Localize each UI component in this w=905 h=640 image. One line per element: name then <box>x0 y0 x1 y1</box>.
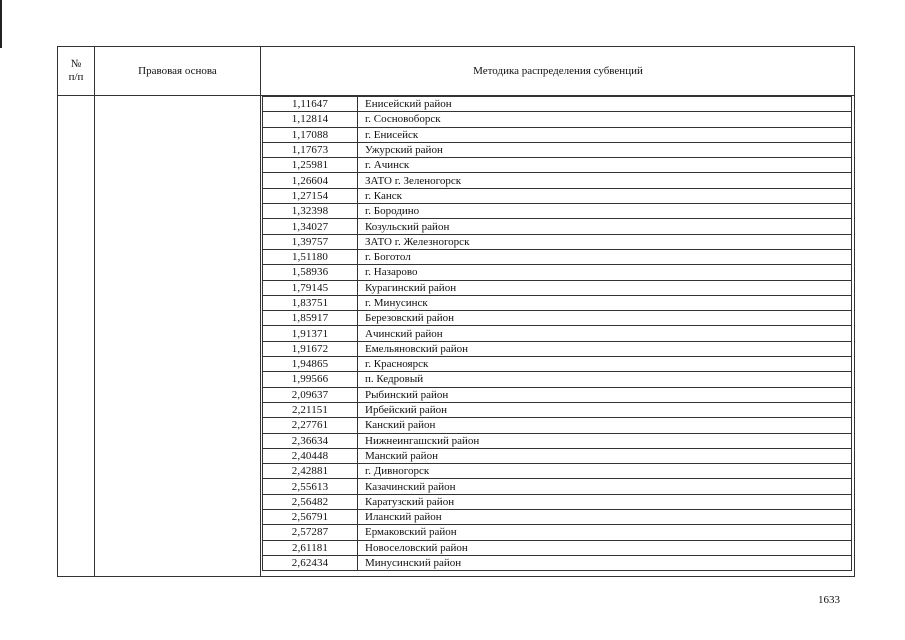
coefficient-cell: 2,61181 <box>263 540 358 555</box>
table-row <box>263 448 852 463</box>
coefficient-cell: 1,83751 <box>263 295 358 310</box>
coefficient-cell: 1,25981 <box>263 158 358 173</box>
table-row <box>263 494 852 509</box>
table-row <box>263 158 852 173</box>
territory-name-cell: г. Енисейск <box>358 127 852 142</box>
page-number: 1633 <box>818 594 840 606</box>
coefficient-cell: 1,12814 <box>263 112 358 127</box>
header-method-label: Методика распределения субвенций <box>473 64 643 77</box>
coefficient-cell: 2,21151 <box>263 402 358 417</box>
coefficient-cell: 1,51180 <box>263 249 358 264</box>
territory-name-cell: г. Дивногорск <box>358 464 852 479</box>
table-row <box>263 357 852 372</box>
territory-name-cell: ЗАТО г. Зеленогорск <box>358 173 852 188</box>
coefficient-cell: 2,56482 <box>263 494 358 509</box>
coefficient-cell: 2,27761 <box>263 418 358 433</box>
coefficient-cell: 1,11647 <box>263 97 358 112</box>
territory-name-cell: Рыбинский район <box>358 387 852 402</box>
margin-mark <box>0 0 2 48</box>
territory-name-cell: п. Кедровый <box>358 372 852 387</box>
coefficient-cell: 1,91672 <box>263 341 358 356</box>
coefficient-table-body <box>263 97 852 571</box>
territory-name-cell: Ермаковский район <box>358 525 852 540</box>
territory-name-cell: Минусинский район <box>358 555 852 570</box>
territory-name-cell: Ачинский район <box>358 326 852 341</box>
territory-name-cell: Казачинский район <box>358 479 852 494</box>
table-row <box>263 433 852 448</box>
table-row <box>263 295 852 310</box>
table-row <box>263 280 852 295</box>
coefficient-cell: 1,27154 <box>263 188 358 203</box>
table-row <box>263 540 852 555</box>
territory-name-cell: Курагинский район <box>358 280 852 295</box>
territory-name-cell: Ирбейский район <box>358 402 852 417</box>
header-num-label-line2: п/п <box>68 71 84 83</box>
table-row <box>263 326 852 341</box>
table-row <box>263 372 852 387</box>
table-row <box>263 219 852 234</box>
header-num-label-line1: № <box>70 58 82 70</box>
territory-name-cell: г. Канск <box>358 188 852 203</box>
coefficient-cell: 1,39757 <box>263 234 358 249</box>
table-row <box>263 555 852 570</box>
table-row <box>263 112 852 127</box>
coefficient-cell: 1,17088 <box>263 127 358 142</box>
territory-name-cell: Манский район <box>358 448 852 463</box>
territory-name-cell: Енисейский район <box>358 97 852 112</box>
territory-name-cell: Березовский район <box>358 311 852 326</box>
territory-name-cell: г. Минусинск <box>358 295 852 310</box>
territory-name-cell: г. Назарово <box>358 265 852 280</box>
table-row <box>263 97 852 112</box>
table-row <box>263 173 852 188</box>
coefficient-cell: 1,94865 <box>263 357 358 372</box>
coefficient-cell: 2,40448 <box>263 448 358 463</box>
table-row <box>263 265 852 280</box>
territory-name-cell: Ужурский район <box>358 142 852 157</box>
territory-name-cell: г. Бородино <box>358 204 852 219</box>
territory-name-cell: Каратузский район <box>358 494 852 509</box>
table-row <box>263 510 852 525</box>
coefficient-cell: 1,91371 <box>263 326 358 341</box>
territory-name-cell: г. Красноярск <box>358 357 852 372</box>
header-method-cell <box>261 47 855 95</box>
header-num-cell <box>58 47 94 95</box>
table-row <box>263 142 852 157</box>
coefficient-cell: 2,57287 <box>263 525 358 540</box>
column-divider-basis <box>260 47 261 576</box>
territory-name-cell: г. Ачинск <box>358 158 852 173</box>
territory-name-cell: Канский район <box>358 418 852 433</box>
coefficient-cell: 2,09637 <box>263 387 358 402</box>
table-row <box>263 479 852 494</box>
territory-name-cell: Новоселовский район <box>358 540 852 555</box>
main-table <box>57 46 855 577</box>
coefficient-cell: 1,34027 <box>263 219 358 234</box>
table-row <box>263 464 852 479</box>
coefficient-cell: 1,85917 <box>263 311 358 326</box>
header-basis-cell <box>95 47 260 95</box>
coefficient-table <box>262 96 852 571</box>
territory-name-cell: Козульский район <box>358 219 852 234</box>
table-row <box>263 418 852 433</box>
table-row <box>263 127 852 142</box>
coefficient-cell: 1,79145 <box>263 280 358 295</box>
table-row <box>263 387 852 402</box>
table-row <box>263 402 852 417</box>
column-divider-num <box>94 47 95 576</box>
table-row <box>263 525 852 540</box>
coefficient-cell: 1,26604 <box>263 173 358 188</box>
territory-name-cell: Иланский район <box>358 510 852 525</box>
table-row <box>263 234 852 249</box>
territory-name-cell: г. Боготол <box>358 249 852 264</box>
coefficient-cell: 1,17673 <box>263 142 358 157</box>
coefficient-cell: 2,42881 <box>263 464 358 479</box>
header-basis-label: Правовая основа <box>138 64 217 77</box>
territory-name-cell: ЗАТО г. Железногорск <box>358 234 852 249</box>
coefficient-cell: 1,32398 <box>263 204 358 219</box>
territory-name-cell: Емельяновский район <box>358 341 852 356</box>
coefficient-cell: 2,55613 <box>263 479 358 494</box>
table-row <box>263 341 852 356</box>
table-row <box>263 188 852 203</box>
coefficient-cell: 2,36634 <box>263 433 358 448</box>
coefficient-cell: 1,58936 <box>263 265 358 280</box>
territory-name-cell: г. Сосновоборск <box>358 112 852 127</box>
coefficient-cell: 1,99566 <box>263 372 358 387</box>
table-row <box>263 204 852 219</box>
territory-name-cell: Нижнеингашский район <box>358 433 852 448</box>
coefficient-cell: 2,62434 <box>263 555 358 570</box>
coefficient-cell: 2,56791 <box>263 510 358 525</box>
table-row <box>263 249 852 264</box>
table-row <box>263 311 852 326</box>
